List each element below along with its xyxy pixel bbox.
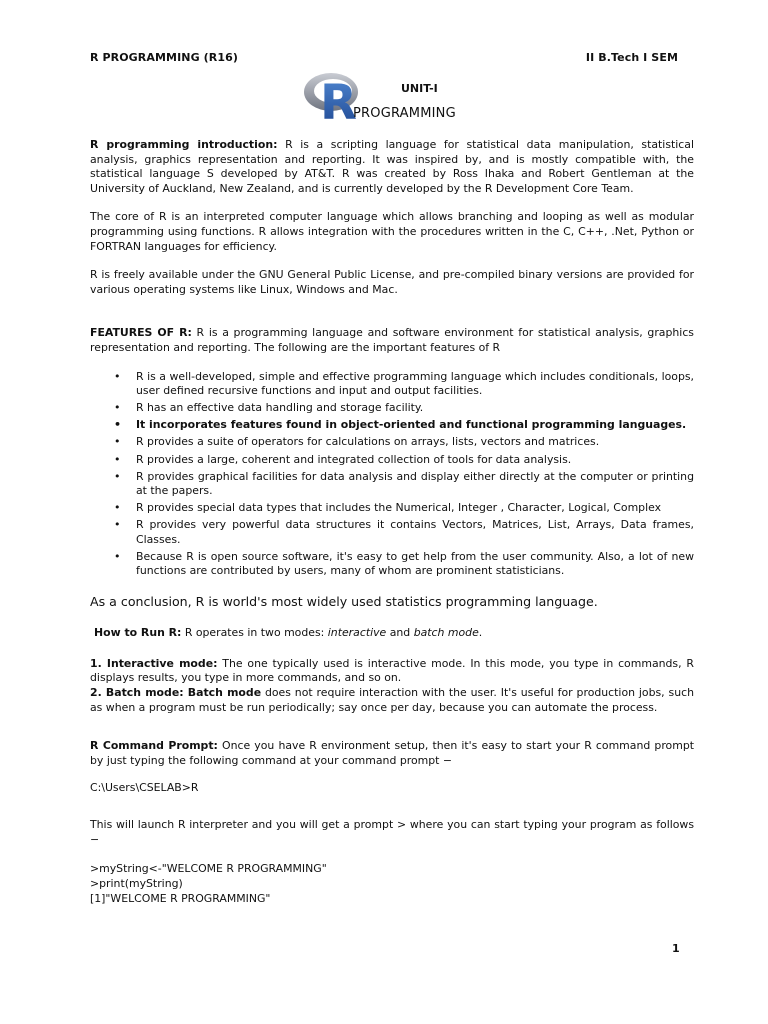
- intro-heading: R programming introduction:: [90, 138, 278, 151]
- logo-letter: R: [320, 75, 357, 123]
- list-item: • R provides very powerful data structures it contains Vectors, Matrices, List, Arrays, Data frames, Classes.: [136, 518, 694, 546]
- how-to-run-text: R operates in two modes:: [181, 626, 328, 640]
- features-paragraph: [90, 326, 694, 355]
- mode-interactive: interactive: [327, 626, 387, 640]
- launch-paragraph: This will launch R interpreter and you will get a prompt > where you can start typing your program as follows −: [90, 817, 694, 846]
- conclusion-sentence: As a conclusion, R is world's most widely used statistics programming language.: [90, 594, 598, 610]
- how-to-run-end: .: [478, 626, 483, 640]
- how-to-run-heading: How to Run R:: [94, 626, 182, 640]
- features-intro: R is a programming language and software environment for statistical analysis, graphics representation and reporting. The following are the important features of R: [90, 326, 694, 354]
- batch-mode-heading: 2. Batch mode:: [90, 685, 184, 699]
- list-item: • R provides a large, coherent and integrated collection of tools for data analysis.: [136, 453, 694, 467]
- how-to-run-paragraph: [90, 626, 694, 641]
- command-prompt-paragraph: [90, 739, 694, 768]
- list-item: • Because R is open source software, it's easy to get help from the user community. Also, a lot of new functions are contributed by users, many of whom are prominent statisticians.: [136, 550, 694, 578]
- code-line: >print(myString): [90, 877, 183, 891]
- interactive-mode-paragraph: [90, 657, 694, 686]
- how-to-run-and: and: [386, 626, 414, 640]
- batch-mode-text: does not require interaction with the user. It's useful for production jobs, such as when a program must be run periodically; say once per day, because you can automate the process.: [90, 685, 694, 714]
- unit-label: UNIT-I: [401, 82, 438, 95]
- list-item: • R has an effective data handling and storage facility.: [136, 401, 694, 415]
- header-semester: II B.Tech I SEM: [585, 51, 678, 64]
- header-course-title: R PROGRAMMING (R16): [90, 51, 238, 64]
- license-paragraph: R is freely available under the GNU General Public License, and pre-compiled binary versions are provided for various operating systems like Linux, Windows and Mac.: [90, 268, 694, 296]
- command-prompt-text: Once you have R environment setup, then it's easy to start your R command prompt by just typing the following command at your command prompt −: [90, 739, 695, 767]
- list-item: • R provides special data types that includes the Numerical, Integer , Character, Logical, Complex: [136, 501, 694, 515]
- list-item: • R provides graphical facilities for data analysis and display either directly at the computer or printing at the papers.: [136, 470, 694, 498]
- command-prompt-heading: R Command Prompt:: [90, 739, 218, 753]
- interactive-mode-text: The one typically used is interactive mode. In this mode, you type in commands, R displays results, you type in more commands, and so on.: [90, 656, 694, 685]
- intro-paragraph: [90, 138, 694, 196]
- code-line: [1]"WELCOME R PROGRAMMING": [90, 892, 271, 906]
- document-body: [90, 138, 694, 906]
- code-line: >myString<-"WELCOME R PROGRAMMING": [90, 862, 327, 876]
- list-item: • It incorporates features found in object-oriented and functional programming languages.: [136, 418, 694, 432]
- core-paragraph: The core of R is an interpreted computer language which allows branching and looping as well as modular programming using functions. R allows integration with the procedures written in the C, C++, .Net, Python or FORTRAN languages for efficiency.: [90, 210, 694, 253]
- features-heading: FEATURES OF R:: [90, 326, 192, 340]
- subject-title: PROGRAMMING: [353, 106, 456, 121]
- intro-text: R is a scripting language for statistical data manipulation, statistical analysis, graphics representation and reporting. It was inspired by, and is mostly compatible with, the statistical language S developed by AT&T. R was created by Ross Ihaka and Robert Gentleman at the University of Auckland, New Zealand, and is currently developed by the R Development Core Team.: [90, 138, 694, 195]
- mode-batch: batch mode: [413, 626, 479, 640]
- features-list: [90, 370, 694, 579]
- list-item: • R provides a suite of operators for calculations on arrays, lists, vectors and matrices.: [136, 435, 694, 449]
- code-block: [90, 861, 694, 906]
- batch-mode-paragraph: [90, 686, 694, 715]
- page-number: 1: [672, 942, 680, 955]
- interactive-mode-heading: 1. Interactive mode:: [90, 656, 218, 670]
- command-path: C:\Users\CSELAB>R: [90, 781, 199, 795]
- batch-mode-heading-2: Batch mode: [183, 685, 262, 699]
- list-item: • R is a well-developed, simple and effective programming language which includes conditionals, loops, user defined recursive functions and input and output facilities.: [136, 370, 694, 398]
